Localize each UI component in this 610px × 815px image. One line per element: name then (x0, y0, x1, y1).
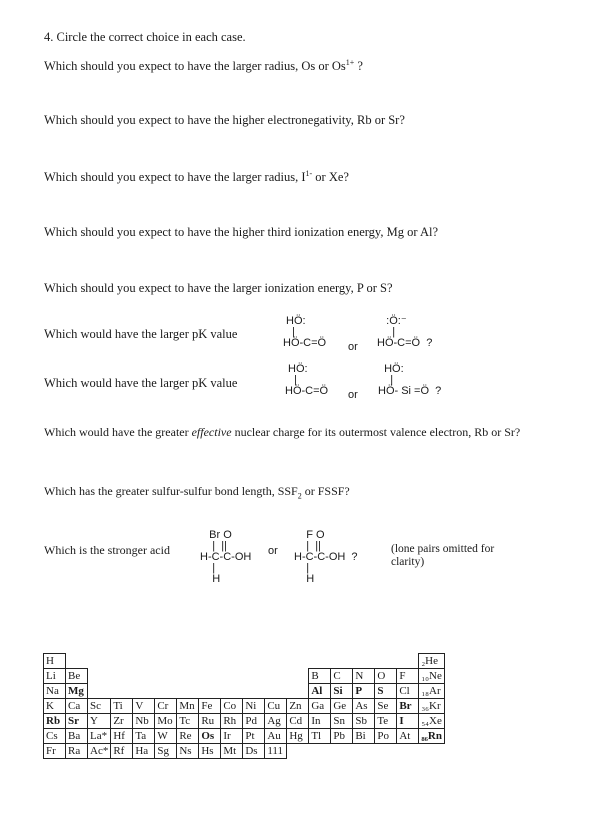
element-cell: Ru (199, 714, 221, 729)
element-cell: Ta (133, 729, 155, 744)
element-cell: Mg (66, 684, 88, 699)
element-cell: 111 (265, 744, 287, 759)
element-cell: Pb (331, 729, 353, 744)
element-cell (155, 654, 177, 669)
element-cell (287, 654, 309, 669)
question-10: Which is the stronger acid (44, 543, 170, 557)
element-cell: Tc (177, 714, 199, 729)
or-label: or (268, 545, 278, 557)
element-cell: Zr (111, 714, 133, 729)
element-cell (88, 684, 111, 699)
question-3: Which should you expect to have the larger radius, $I^{1-}$ or Xe? (44, 169, 349, 185)
element-cell: F (397, 669, 419, 684)
element-cell: Ga (309, 699, 331, 714)
element-cell: Ag (265, 714, 287, 729)
element-cell (221, 684, 243, 699)
element-cell: Mt (221, 744, 243, 759)
element-cell: Hs (199, 744, 221, 759)
element-cell: Mo (155, 714, 177, 729)
element-cell (177, 669, 199, 684)
element-cell: Ge (331, 699, 353, 714)
element-cell (199, 684, 221, 699)
question-4: Which should you expect to have the higher third ionization energy, Mg or Al? (44, 225, 439, 239)
question-7: Which would have the larger pK value (44, 376, 238, 390)
element-cell: Nb (133, 714, 155, 729)
element-cell: Sb (353, 714, 375, 729)
element-cell: Br (397, 699, 419, 714)
element-cell: Sn (331, 714, 353, 729)
element-cell (397, 654, 419, 669)
element-cell (287, 669, 309, 684)
element-cell: Pt (243, 729, 265, 744)
element-cell (331, 654, 353, 669)
element-cell: Ns (177, 744, 199, 759)
element-cell (111, 669, 133, 684)
element-cell: Be (66, 669, 88, 684)
element-cell (88, 669, 111, 684)
element-cell: H (44, 654, 66, 669)
element-cell: S (375, 684, 397, 699)
element-cell: As (353, 699, 375, 714)
element-cell: La* (88, 729, 111, 744)
periodic-row (44, 714, 445, 729)
element-cell: Zn (287, 699, 309, 714)
element-cell: Os (199, 729, 221, 744)
element-cell (353, 654, 375, 669)
element-cell (111, 654, 133, 669)
element-cell (309, 744, 331, 759)
element-cell: Fe (199, 699, 221, 714)
element-cell: Sg (155, 744, 177, 759)
element-cell: Pd (243, 714, 265, 729)
element-cell: Cu (265, 699, 287, 714)
element-cell: Se (375, 699, 397, 714)
element-cell: Al (309, 684, 331, 699)
structure-silicic: HÖ: | HÖ- Si =Ö ? (378, 363, 442, 397)
element-cell (309, 654, 331, 669)
lone-pair-note: (lone pairs omitted for clarity) (391, 543, 495, 568)
question-5: Which should you expect to have the larger ionization energy, P or S? (44, 281, 393, 295)
element-cell (199, 669, 221, 684)
element-cell (177, 684, 199, 699)
element-cell: Re (177, 729, 199, 744)
question-8: Which would have the greater effective nuclear charge for its outermost valence electron, Rb or Sr? (44, 425, 521, 439)
element-cell (243, 669, 265, 684)
element-cell: W (155, 729, 177, 744)
element-cell: B (309, 669, 331, 684)
element-cell: N (353, 669, 375, 684)
structure-carbonic-acid-2: HÖ: | HÖ-C=Ö (285, 363, 329, 397)
element-cell: Hf (111, 729, 133, 744)
question-1: Which should you expect to have the larger radius, Os or $Os^{1+}$ ? (44, 58, 363, 74)
element-cell: Ra (66, 744, 88, 759)
structure-fluoroacetic-acid: F O | || H-C-C-OH ? | H (294, 529, 358, 585)
element-cell: Sr (66, 714, 88, 729)
structure-bicarbonate: :Ö:⁻ | HÖ-C=Ö ? (377, 315, 433, 349)
element-cell (287, 744, 309, 759)
element-cell: Rf (111, 744, 133, 759)
periodic-row (44, 744, 445, 759)
element-cell: V (133, 699, 155, 714)
element-cell (221, 669, 243, 684)
element-cell: ₃₆Kr (419, 699, 445, 714)
element-cell (265, 669, 287, 684)
element-cell (133, 654, 155, 669)
element-cell (133, 684, 155, 699)
element-cell: Ca (66, 699, 88, 714)
element-cell (353, 744, 375, 759)
element-cell (155, 669, 177, 684)
element-cell: Rh (221, 714, 243, 729)
element-cell: K (44, 699, 66, 714)
or-label: or (348, 341, 358, 353)
element-cell: Ds (243, 744, 265, 759)
element-cell: Bi (353, 729, 375, 744)
element-cell (243, 684, 265, 699)
element-cell: In (309, 714, 331, 729)
element-cell (111, 684, 133, 699)
element-cell: I (397, 714, 419, 729)
element-cell: Cs (44, 729, 66, 744)
element-cell: Na (44, 684, 66, 699)
element-cell: Sc (88, 699, 111, 714)
element-cell: Po (375, 729, 397, 744)
element-cell: ₁₈Ar (419, 684, 445, 699)
element-cell (133, 669, 155, 684)
element-cell (243, 654, 265, 669)
periodic-row (44, 669, 445, 684)
periodic-row (44, 684, 445, 699)
element-cell: ₈₆Rn (419, 729, 445, 744)
element-cell: Cl (397, 684, 419, 699)
periodic-row (44, 699, 445, 714)
periodic-row (44, 729, 445, 744)
element-cell: O (375, 669, 397, 684)
element-cell (66, 654, 88, 669)
element-cell: Ac* (88, 744, 111, 759)
question-9: Which has the greater sulfur-sulfur bond length, $SSF_2$ or FSSF? (44, 484, 350, 501)
element-cell (221, 654, 243, 669)
structure-carbonic-acid: HÖ: | HÖ-C=Ö (283, 315, 327, 349)
question-6: Which would have the larger pK value (44, 327, 238, 341)
element-cell: Ha (133, 744, 155, 759)
element-cell (287, 684, 309, 699)
periodic-table (43, 653, 445, 759)
element-cell (331, 744, 353, 759)
element-cell: Ti (111, 699, 133, 714)
element-cell: Li (44, 669, 66, 684)
question-title: 4. Circle the correct choice in each case. (44, 30, 246, 44)
element-cell: At (397, 729, 419, 744)
periodic-row (44, 654, 445, 669)
element-cell (199, 654, 221, 669)
element-cell: Si (331, 684, 353, 699)
element-cell: Y (88, 714, 111, 729)
element-cell (397, 744, 419, 759)
structure-bromoacetic-acid: Br O | || H-C-C-OH | H (200, 529, 252, 585)
element-cell (375, 654, 397, 669)
element-cell: Rb (44, 714, 66, 729)
element-cell: P (353, 684, 375, 699)
element-cell: Cd (287, 714, 309, 729)
question-2: Which should you expect to have the higher electronegativity, Rb or Sr? (44, 113, 405, 127)
element-cell: ₁₀Ne (419, 669, 445, 684)
element-cell (177, 654, 199, 669)
element-cell: Ir (221, 729, 243, 744)
element-cell: ₂He (419, 654, 445, 669)
or-label: or (348, 389, 358, 401)
element-cell (375, 744, 397, 759)
element-cell: Co (221, 699, 243, 714)
element-cell (265, 684, 287, 699)
element-cell: ₅₄Xe (419, 714, 445, 729)
element-cell: Hg (287, 729, 309, 744)
element-cell (265, 654, 287, 669)
element-cell: Ni (243, 699, 265, 714)
element-cell: Mn (177, 699, 199, 714)
element-cell: Ba (66, 729, 88, 744)
element-cell: C (331, 669, 353, 684)
element-cell: Te (375, 714, 397, 729)
element-cell (419, 744, 445, 759)
element-cell: Cr (155, 699, 177, 714)
element-cell (155, 684, 177, 699)
element-cell (88, 654, 111, 669)
element-cell: Fr (44, 744, 66, 759)
element-cell: Tl (309, 729, 331, 744)
element-cell: Au (265, 729, 287, 744)
